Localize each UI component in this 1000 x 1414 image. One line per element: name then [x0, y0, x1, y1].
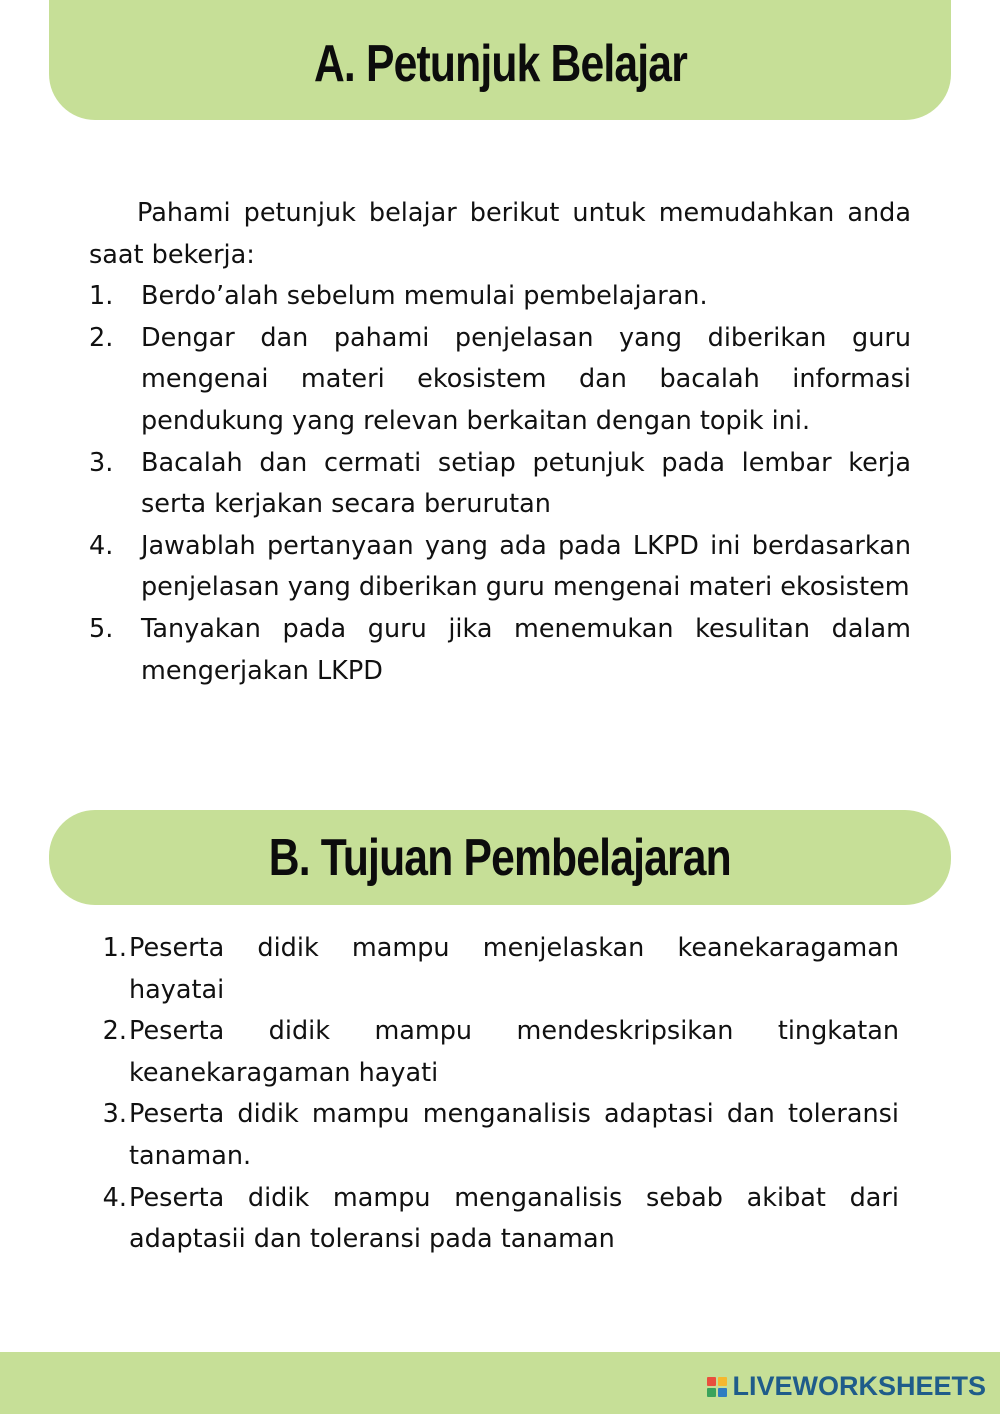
section-a-title: A. Petunjuk Belajar	[313, 35, 687, 93]
brand-name: LIVEWORKSHEETS	[732, 1371, 986, 1401]
item-number: 1.	[89, 281, 114, 312]
liveworksheets-brand[interactable]	[707, 1371, 986, 1402]
instruction-item	[89, 609, 911, 692]
item-text: Bacalah dan cermati setiap petunjuk pada lembar kerja serta kerjakan secara berurutan	[141, 447, 911, 520]
objective-item	[89, 928, 899, 1011]
objective-list	[89, 928, 899, 1261]
item-number: 4.	[89, 530, 114, 561]
item-text: Peserta didik mampu mendeskripsikan tingkatan keanekaragaman hayati	[129, 1016, 899, 1088]
instruction-item	[89, 443, 911, 526]
logo-square-blue	[718, 1388, 727, 1397]
item-text: Peserta didik mampu menganalisis sebab akibat dari adaptasii dan toleransi pada tanaman	[129, 1182, 899, 1255]
item-text: Dengar dan pahami penjelasan yang diberikan guru mengenai materi ekosistem dan bacalah informasi pendukung yang relevan berkaitan dengan topik ini.	[141, 322, 911, 436]
item-number: 2.	[102, 1016, 127, 1047]
item-text: Peserta didik mampu menganalisis adaptasi dan toleransi tanaman.	[129, 1099, 899, 1171]
logo-square-red	[707, 1377, 716, 1386]
logo-square-green	[707, 1388, 716, 1397]
objective-item	[89, 1094, 899, 1177]
item-number: 3.	[89, 447, 114, 478]
section-a-banner	[49, 0, 951, 120]
item-number: 5.	[89, 613, 114, 644]
section-a-content	[89, 193, 911, 692]
item-text: Berdo’alah sebelum memulai pembelajaran.	[141, 281, 708, 312]
item-number: 3.	[102, 1099, 127, 1130]
objective-item	[89, 1011, 899, 1094]
section-b-title: B. Tujuan Pembelajaran	[268, 828, 732, 887]
liveworksheets-logo-icon	[707, 1377, 727, 1397]
objective-item	[89, 1178, 899, 1261]
instruction-item	[89, 526, 911, 609]
section-a-intro: Pahami petunjuk belajar berikut untuk memudahkan anda saat bekerja:	[89, 198, 911, 270]
instruction-item	[89, 276, 911, 318]
logo-square-yellow	[718, 1377, 727, 1386]
item-text: Jawablah pertanyaan yang ada pada LKPD ini berdasarkan penjelasan yang diberikan guru mengenai materi ekosistem	[141, 530, 911, 603]
item-text: Tanyakan pada guru jika menemukan kesulitan dalam mengerjakan LKPD	[141, 613, 911, 686]
item-number: 4.	[102, 1182, 127, 1213]
item-text: Peserta didik mampu menjelaskan keanekaragaman hayatai	[129, 933, 899, 1005]
section-b-banner	[49, 810, 951, 905]
instruction-item	[89, 318, 911, 443]
section-b-content	[89, 928, 899, 1261]
item-number: 2.	[89, 322, 114, 353]
footer-bar	[0, 1352, 1000, 1414]
item-number: 1.	[102, 933, 127, 963]
instruction-list	[89, 276, 911, 692]
